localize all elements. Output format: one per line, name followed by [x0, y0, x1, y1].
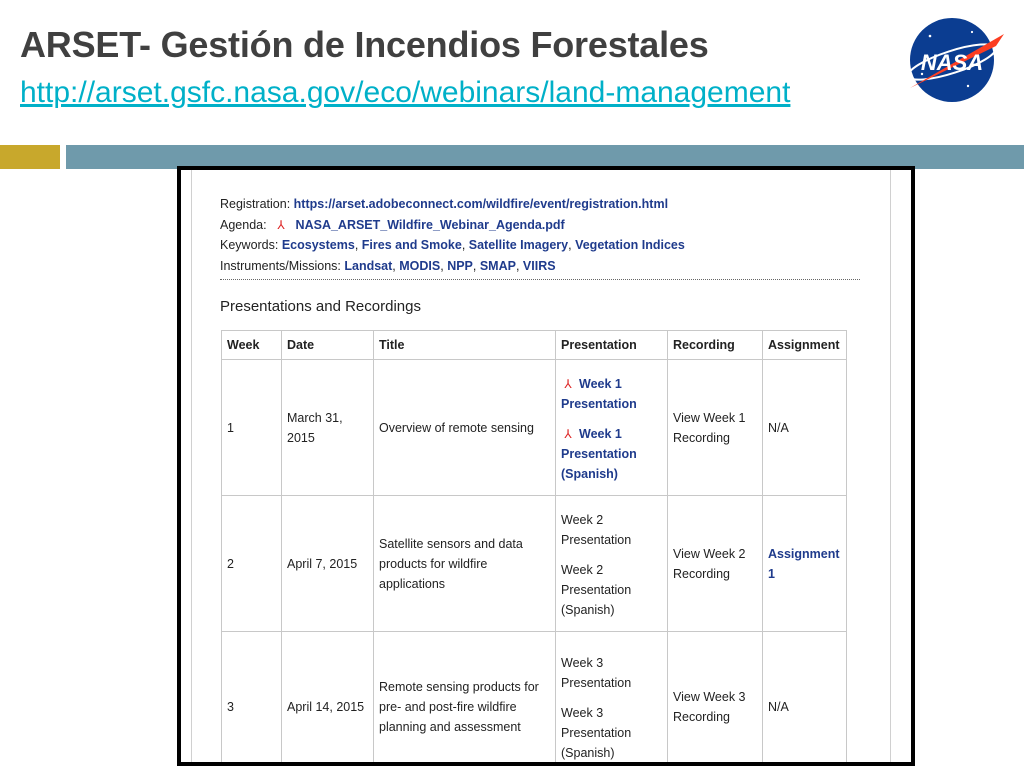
agenda-link[interactable]: NASA_ARSET_Wildfire_Webinar_Agenda.pdf	[295, 217, 565, 232]
pdf-icon: ⅄	[564, 426, 572, 441]
header-presentation: Presentation	[556, 331, 668, 360]
recordings-table	[221, 330, 847, 766]
slide-title: ARSET- Gestión de Incendios Forestales	[20, 24, 709, 65]
section-heading: Presentations and Recordings	[220, 298, 421, 315]
cell-date: March 31, 2015	[282, 360, 374, 496]
instrument-link[interactable]: MODIS	[399, 258, 441, 273]
table-header-row	[222, 331, 847, 360]
accent-bar	[0, 145, 60, 169]
webinar-metadata	[220, 194, 685, 276]
embedded-screenshot	[177, 166, 915, 766]
registration-line: Registration: https://arset.adobeconnect.com/wildfire/event/registration.html	[220, 197, 669, 211]
cell-recording[interactable]: View Week 2 Recording	[668, 496, 763, 632]
cell-title: Satellite sensors and data products for wildfire applications	[374, 496, 556, 632]
table-row	[222, 496, 847, 632]
divider	[220, 279, 860, 280]
instrument-link[interactable]: VIIRS	[522, 258, 556, 273]
cell-presentation	[556, 496, 668, 632]
cell-presentation	[556, 360, 668, 496]
header-assignment: Assignment	[763, 331, 847, 360]
keyword-link[interactable]: Vegetation Indices	[575, 238, 685, 252]
keyword-link[interactable]: Ecosystems	[281, 238, 355, 252]
table-row	[222, 360, 847, 496]
cell-title: Remote sensing products for pre- and post-fire wildfire planning and assessment	[374, 632, 556, 767]
cell-date: April 14, 2015	[282, 632, 374, 767]
registration-link[interactable]: https://arset.adobeconnect.com/wildfire/event/registration.html	[293, 197, 669, 211]
instrument-link[interactable]: Landsat	[344, 258, 393, 273]
header-recording: Recording	[668, 331, 763, 360]
header-title: Title	[374, 331, 556, 360]
pdf-icon: ⅄	[564, 376, 572, 391]
keywords-line: Keywords: Ecosystems, Fires and Smoke, Satellite Imagery, Vegetation Indices	[220, 238, 685, 252]
nasa-logo	[900, 14, 1010, 106]
cell-assignment: N/A	[763, 632, 847, 767]
agenda-line: Agenda: ⅄ NASA_ARSET_Wildfire_Webinar_Agenda.pdf	[220, 215, 685, 236]
svg-text:NASA: NASA	[920, 50, 984, 75]
presentation-link-spanish[interactable]: Week 1 Presentation (Spanish)	[561, 426, 637, 481]
keyword-link[interactable]: Satellite Imagery	[468, 238, 569, 252]
cell-week: 2	[222, 496, 282, 632]
instrument-link[interactable]: SMAP	[479, 258, 516, 273]
cell-recording[interactable]: View Week 1 Recording	[668, 360, 763, 496]
cell-title: Overview of remote sensing	[374, 360, 556, 496]
cell-date: April 7, 2015	[282, 496, 374, 632]
presentation-link[interactable]: Week 1 Presentation	[561, 376, 637, 411]
assignment-link[interactable]: Assignment 1	[763, 496, 847, 632]
presentation-link-spanish[interactable]: Week 2 Presentation (Spanish)	[561, 562, 632, 617]
presentation-link[interactable]: Week 2 Presentation	[561, 512, 632, 547]
cell-recording[interactable]: View Week 3 Recording	[668, 632, 763, 767]
instruments-line: Instruments/Missions: Landsat, MODIS, NPP, SMAP, VIIRS	[220, 258, 556, 273]
keyword-link[interactable]: Fires and Smoke	[361, 238, 462, 252]
presentation-link-spanish[interactable]: Week 3 Presentation (Spanish)	[561, 705, 632, 760]
cell-week: 1	[222, 360, 282, 496]
cell-assignment: N/A	[763, 360, 847, 496]
presentation-link[interactable]: Week 3 Presentation	[561, 655, 632, 690]
table-row	[222, 632, 847, 767]
pdf-icon: ⅄	[277, 217, 285, 232]
cell-week: 3	[222, 632, 282, 767]
header-week: Week	[222, 331, 282, 360]
instrument-link[interactable]: NPP	[447, 258, 473, 273]
cell-presentation	[556, 632, 668, 767]
webinar-link[interactable]: http://arset.gsfc.nasa.gov/eco/webinars/land-management	[20, 76, 791, 109]
header-date: Date	[282, 331, 374, 360]
